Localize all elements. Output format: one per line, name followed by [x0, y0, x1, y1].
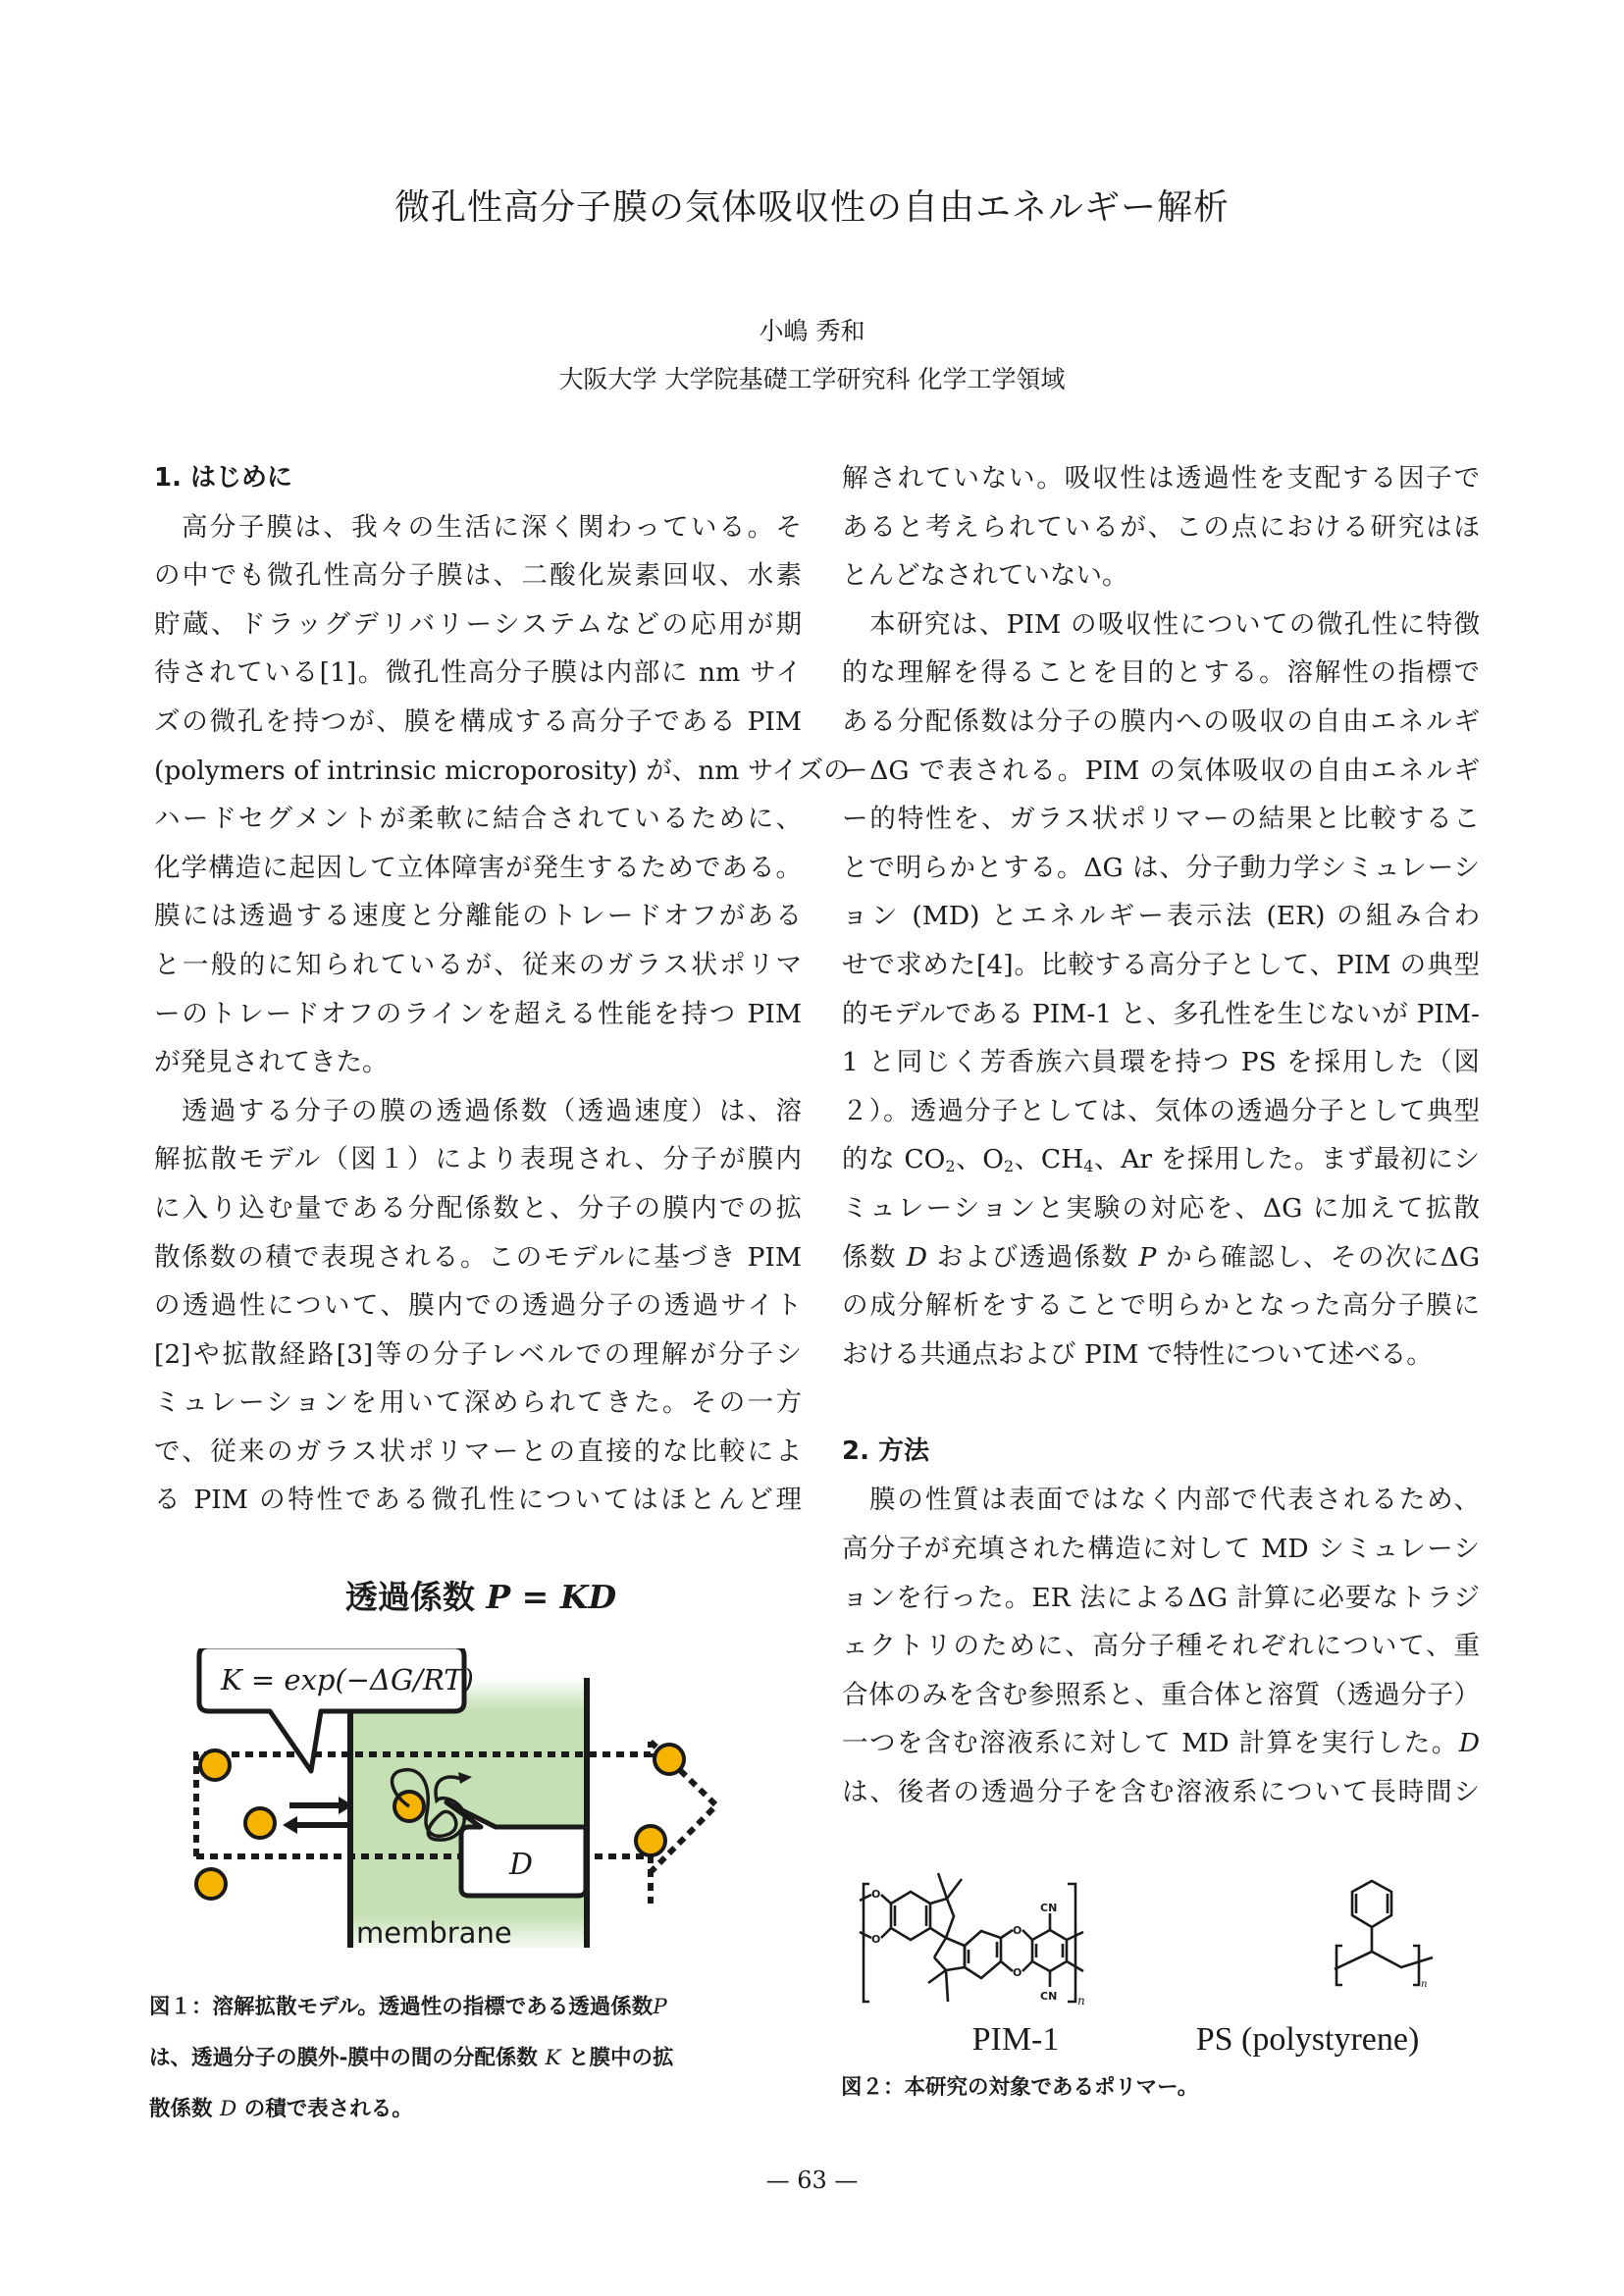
figure1-title-formula: P = KD	[486, 1578, 617, 1616]
body-line: ミュレーションを用いて深められてきた。その一方	[154, 1387, 802, 1419]
solution-diffusion-diagram	[182, 1648, 790, 1962]
gas-molecule	[200, 1750, 230, 1780]
body-line: ェクトリのために、高分子種それぞれについて、重	[842, 1631, 1480, 1662]
body-line: が発見されてきた。	[154, 1047, 389, 1078]
body-line: ２）。透過分子としては、気体の透過分子として典型	[842, 1095, 1480, 1126]
ps-repeat-n: n	[1421, 1979, 1428, 1990]
body-line: 1 と同じく芳香族六員環を持つ PS を採用した（図	[842, 1047, 1480, 1078]
figure1-title-text: 透過係数	[344, 1578, 475, 1616]
body-line: に入り込む量である分配係数と、分子の膜内での拡	[154, 1192, 802, 1224]
pim1-cyano-bottom: CN	[1040, 1990, 1058, 2003]
paper-title: 微孔性高分子膜の気体吸収性の自由エネルギー解析	[393, 187, 1230, 228]
body-line: の中でも微孔性高分子膜は、二酸化炭素回収、水素	[154, 560, 802, 592]
body-line: 合体のみを含む参照系と、重合体と溶質（透過分子）	[842, 1679, 1480, 1710]
body-line: 解されていない。吸収性は透過性を支配する因子で	[842, 463, 1480, 494]
page-number: — 63 —	[765, 2166, 859, 2194]
membrane-label: membrane	[356, 1916, 512, 1950]
author-name: 小嶋 秀和	[759, 317, 865, 345]
body-line: ある分配係数は分子の膜内への吸収の自由エネルギ	[842, 705, 1480, 737]
body-line-gases: 的な $CO_2$、$O_2$、$CH_4$、Ar を採用した。まず最初にシ	[842, 1144, 1481, 1176]
pim1-cyano-top: CN	[1040, 1902, 1058, 1914]
partition-formula: K = exp(−ΔG/RT)	[221, 1663, 474, 1696]
body-line: 待されている[1]。微孔性高分子膜は内部に nm サイ	[154, 657, 802, 689]
pim1-structure	[860, 1873, 1083, 2002]
body-line: せで求めた[4]。比較する高分子として、PIM の典型	[842, 949, 1480, 980]
body-line: ハードセグメントが柔軟に結合されているために、	[154, 804, 802, 835]
pim1-oxygen: O	[1013, 1966, 1022, 1979]
gas-molecule	[655, 1745, 684, 1774]
body-line: ミュレーションと実験の対応を、ΔG に加えて拡散	[842, 1192, 1480, 1224]
body-line-dp: 係数 D および透過係数 P から確認し、その次にΔG	[842, 1241, 1480, 1273]
right-column	[842, 454, 1480, 1817]
body-line: (polymers of intrinsic microporosity) が、nm サイズの	[154, 755, 850, 786]
caption-line: 図１：溶解拡散モデル。透過性の指標である透過係数P	[149, 1995, 667, 2019]
body-line: ズの微孔を持つが、膜を構成する高分子である PIM	[154, 705, 802, 737]
body-line: 高分子膜は、我々の生活に深く関わっている。そ	[182, 511, 802, 543]
figure1-title	[157, 1572, 805, 1618]
body-line: おける共通点および PIM で特性について述べる。	[842, 1338, 1433, 1370]
figure1-caption	[149, 1982, 797, 2135]
author-affiliation: 大阪大学 大学院基礎工学研究科 化学工学領域	[558, 365, 1066, 393]
body-line: 貯蔵、ドラッグデリバリーシステムなどの応用が期	[154, 608, 802, 640]
left-column	[154, 454, 850, 1525]
body-line: 的モデルである PIM-1 と、多孔性を生じないが PIM-	[842, 998, 1480, 1029]
diffusion-symbol: D	[509, 1848, 534, 1882]
section-heading-methods: 2. 方法	[842, 1435, 930, 1466]
polymer-structures	[844, 1859, 1482, 2016]
body-line: で、従来のガラス状ポリマーとの直接的な比較によ	[154, 1435, 802, 1467]
pim1-oxygen: O	[1013, 1924, 1022, 1937]
gas-molecule	[636, 1826, 665, 1855]
caption-line: 散係数 D の積で表される。	[149, 2097, 413, 2121]
body-line: 的な理解を得ることを目的とする。溶解性の指標で	[842, 657, 1480, 689]
pim1-repeat-n: n	[1077, 1994, 1085, 2008]
body-line: ーのトレードオフのラインを超える性能を持つ PIM	[154, 998, 802, 1029]
sorption-arrows	[283, 1797, 353, 1834]
body-line: は、後者の透過分子を含む溶液系について長時間シ	[842, 1777, 1480, 1808]
body-line: 本研究は、PIM の吸収性についての微孔性に特徴	[869, 608, 1480, 640]
body-line: ョンを行った。ER 法によるΔG 計算に必要なトラジ	[842, 1582, 1480, 1613]
body-line: 透過する分子の膜の透過係数（透過速度）は、溶	[182, 1095, 802, 1126]
body-line: とで明らかとする。ΔG は、分子動力学シミュレーシ	[842, 852, 1480, 883]
gas-molecule	[245, 1808, 275, 1838]
body-line: ョン (MD) とエネルギー表示法 (ER) の組み合わ	[842, 901, 1480, 932]
body-line: の成分解析をすることで明らかとなった高分子膜に	[842, 1290, 1480, 1322]
pim1-label: PIM-1	[971, 2021, 1060, 2058]
body-line: の透過性について、膜内での透過分子の透過サイト	[154, 1290, 802, 1322]
body-line: [2]や拡散経路[3]等の分子レベルでの理解が分子シ	[154, 1338, 802, 1370]
body-line: る PIM の特性である微孔性についてはほとんど理	[154, 1485, 802, 1516]
body-line: 膜の性質は表面ではなく内部で代表されるため、	[869, 1485, 1480, 1516]
body-line: 化学構造に起因して立体障害が発生するためである。	[154, 852, 802, 883]
caption-line: は、透過分子の膜外-膜中の間の分配係数 K と膜中の拡	[149, 2046, 674, 2070]
body-line: と一般的に知られているが、従来のガラス状ポリマ	[154, 949, 802, 980]
body-line: ーΔG で表される。PIM の気体吸収の自由エネルギ	[842, 755, 1480, 786]
body-line: 高分子が充填された構造に対して MD シミュレーシ	[842, 1534, 1480, 1565]
body-line: とんどなされていない。	[842, 560, 1128, 592]
pim1-oxygen: O	[871, 1933, 881, 1946]
section-heading-introduction: 1. はじめに	[154, 463, 293, 493]
ps-structure	[1335, 1881, 1433, 1985]
ps-label: PS (polystyrene)	[1195, 2021, 1420, 2058]
body-line: ー的特性を、ガラス状ポリマーの結果と比較するこ	[842, 804, 1480, 835]
pim1-oxygen: O	[871, 1888, 881, 1901]
body-line: あると考えられているが、この点における研究はほ	[842, 511, 1480, 543]
body-line: 膜には透過する速度と分離能のトレードオフがある	[154, 901, 802, 932]
figure2-caption: 図２：本研究の対象であるポリマー。	[841, 2075, 1199, 2100]
gas-molecule	[196, 1869, 226, 1899]
body-line-md: 一つを含む溶液系に対して MD 計算を実行した。D	[842, 1728, 1480, 1759]
body-line: 散係数の積で表現される。このモデルに基づき PIM	[154, 1241, 802, 1273]
body-line: 解拡散モデル（図１）により表現され、分子が膜内	[154, 1144, 802, 1175]
